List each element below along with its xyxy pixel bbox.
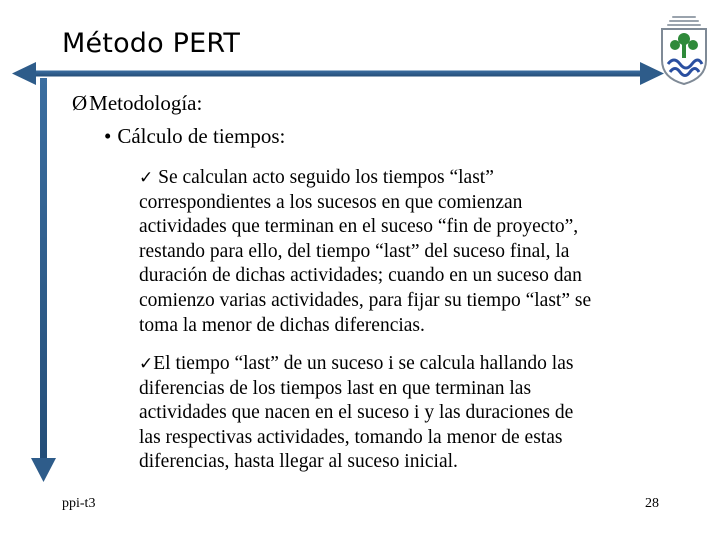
paragraph-line: ✓ Se calculan acto seguido los tiempos “last”	[139, 167, 494, 188]
paragraph-1	[139, 166, 704, 338]
paragraph-line: diferencias, hasta llegar al suceso inicial.	[139, 451, 458, 473]
paragraph-line: toma la menor de dichas diferencias.	[139, 314, 425, 336]
paragraph-line: actividades que nacen en el suceso i y las duraciones de	[139, 402, 574, 424]
dot-bullet-icon: •	[104, 124, 112, 148]
bullet-level2-text: Cálculo de tiempos:	[117, 124, 286, 148]
paragraph-2	[139, 352, 704, 475]
paragraph-line: actividades que terminan en el suceso “fin de proyecto”,	[139, 216, 579, 238]
vertical-arrow	[31, 78, 56, 482]
check-icon: ✓	[139, 168, 154, 188]
paragraph-line: restando para ello, del tiempo “last” del suceso final, la	[139, 240, 570, 262]
bullet-level1	[72, 91, 202, 116]
check-icon: ✓	[139, 354, 154, 374]
footer-label: ppi-t3	[62, 496, 96, 511]
horizontal-arrow	[12, 62, 664, 85]
paragraph-line: ✓El tiempo “last” de un suceso i se calcula hallando las	[139, 353, 574, 374]
bullet-level1-text: Metodología:	[89, 91, 203, 115]
page-number: 28	[645, 496, 659, 511]
slide-title: Método PERT	[62, 28, 241, 59]
paragraph-line: duración de dichas actividades; cuando en un suceso dan	[139, 265, 582, 287]
paragraph-line: diferencias de los tiempos last en que terminan las	[139, 377, 532, 399]
arrow-bullet-icon: Ø	[72, 91, 88, 115]
paragraph-line: las respectivas actividades, tomando la menor de estas	[139, 426, 563, 448]
paragraph-line: correspondientes a los sucesos en que comienzan	[139, 191, 523, 213]
bullet-level2	[104, 124, 285, 149]
university-crest-icon	[656, 14, 712, 86]
paragraph-line: comienzo varias actividades, para fijar su tiempo “last” se	[139, 289, 592, 311]
